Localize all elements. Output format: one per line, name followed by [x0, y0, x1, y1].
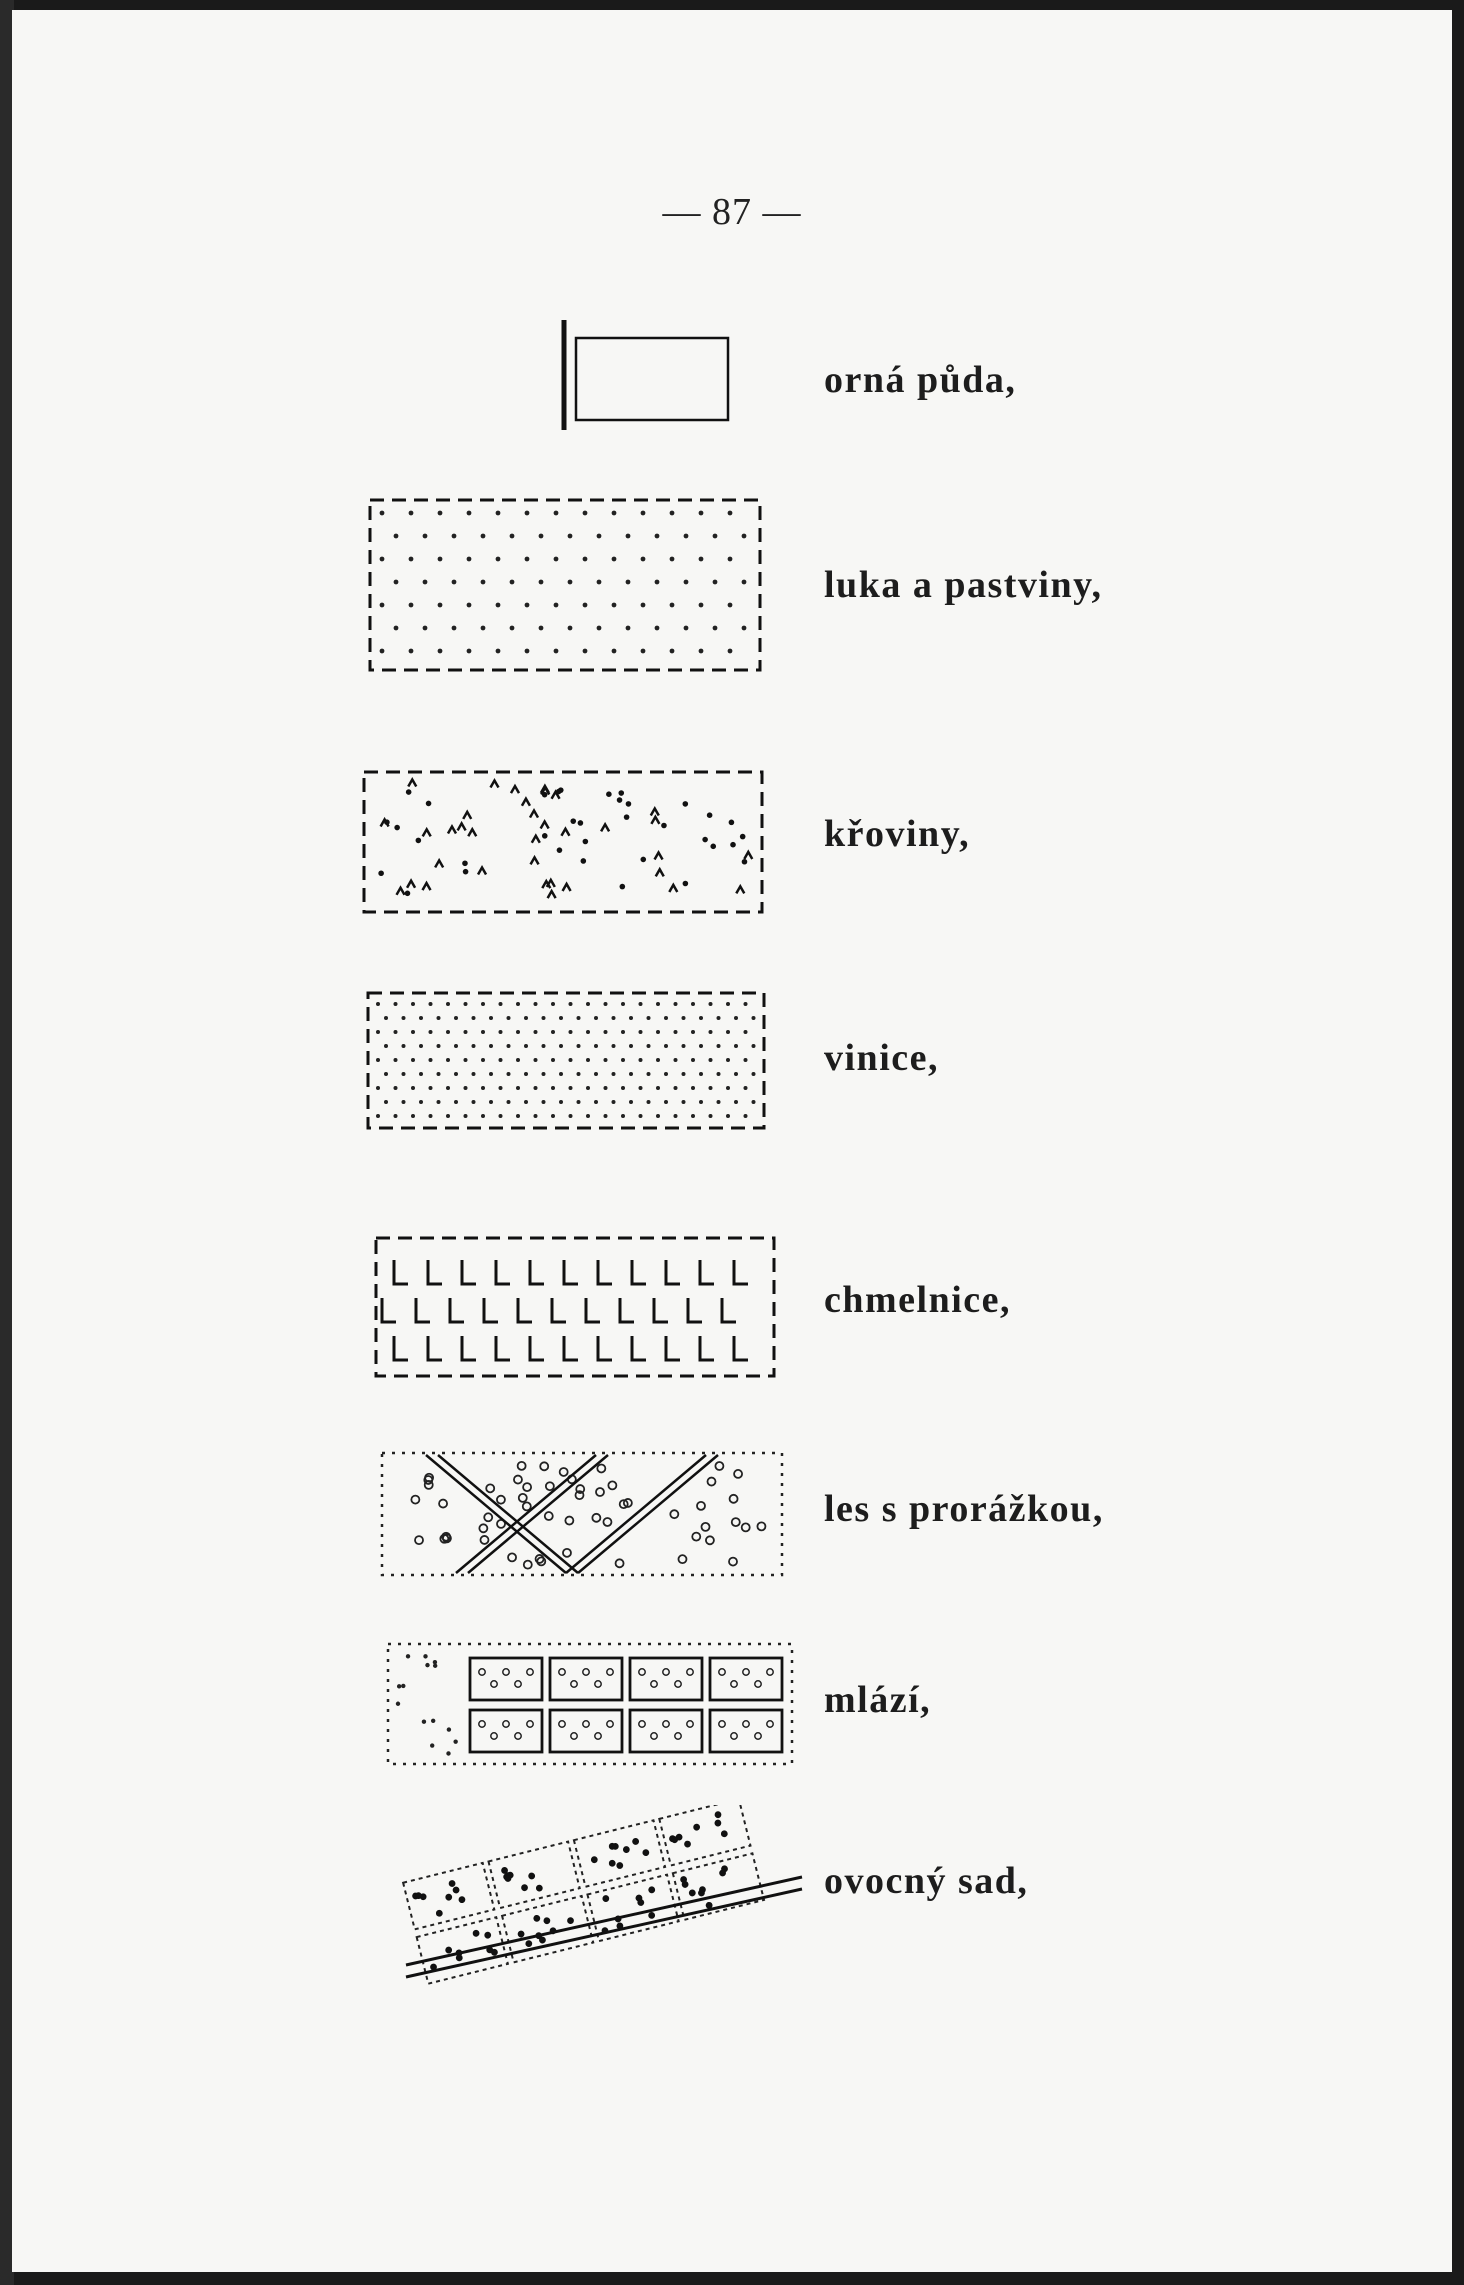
legend-item-sad [12, 1805, 1452, 1985]
legend-item-orna-puda [12, 310, 1452, 440]
orchard-icon [392, 1805, 812, 1985]
legend-item-les [12, 1435, 1452, 1585]
legend-item-kroviny [12, 752, 1452, 932]
legend-label: vinice, [824, 1037, 939, 1079]
legend-label: chmelnice, [824, 1279, 1012, 1321]
legend-item-luka [12, 485, 1452, 685]
legend-item-vinice [12, 978, 1452, 1138]
page-number: — 87 — [662, 191, 802, 233]
legend-label: mlází, [824, 1679, 932, 1721]
forest-clearing-icon [366, 1435, 786, 1585]
legend-label: les s prorážkou, [824, 1488, 1104, 1530]
legend-item-chmelnice [12, 1228, 1452, 1388]
legend-label: ovocný sad, [824, 1860, 1029, 1902]
plain-rectangle-icon [552, 320, 752, 430]
dense-dots-icon [350, 978, 770, 1138]
young-forest-grid-icon [376, 1630, 796, 1780]
legend-label: orná půda, [824, 359, 1017, 401]
hop-marks-icon [362, 1228, 782, 1388]
sparse-dots-icon [350, 485, 770, 685]
legend-item-mlazi [12, 1630, 1452, 1780]
legend-label: luka a pastviny, [824, 564, 1103, 606]
shrub-marks-icon [348, 752, 768, 932]
legend-label: křoviny, [824, 813, 971, 855]
book-page [12, 10, 1452, 2272]
